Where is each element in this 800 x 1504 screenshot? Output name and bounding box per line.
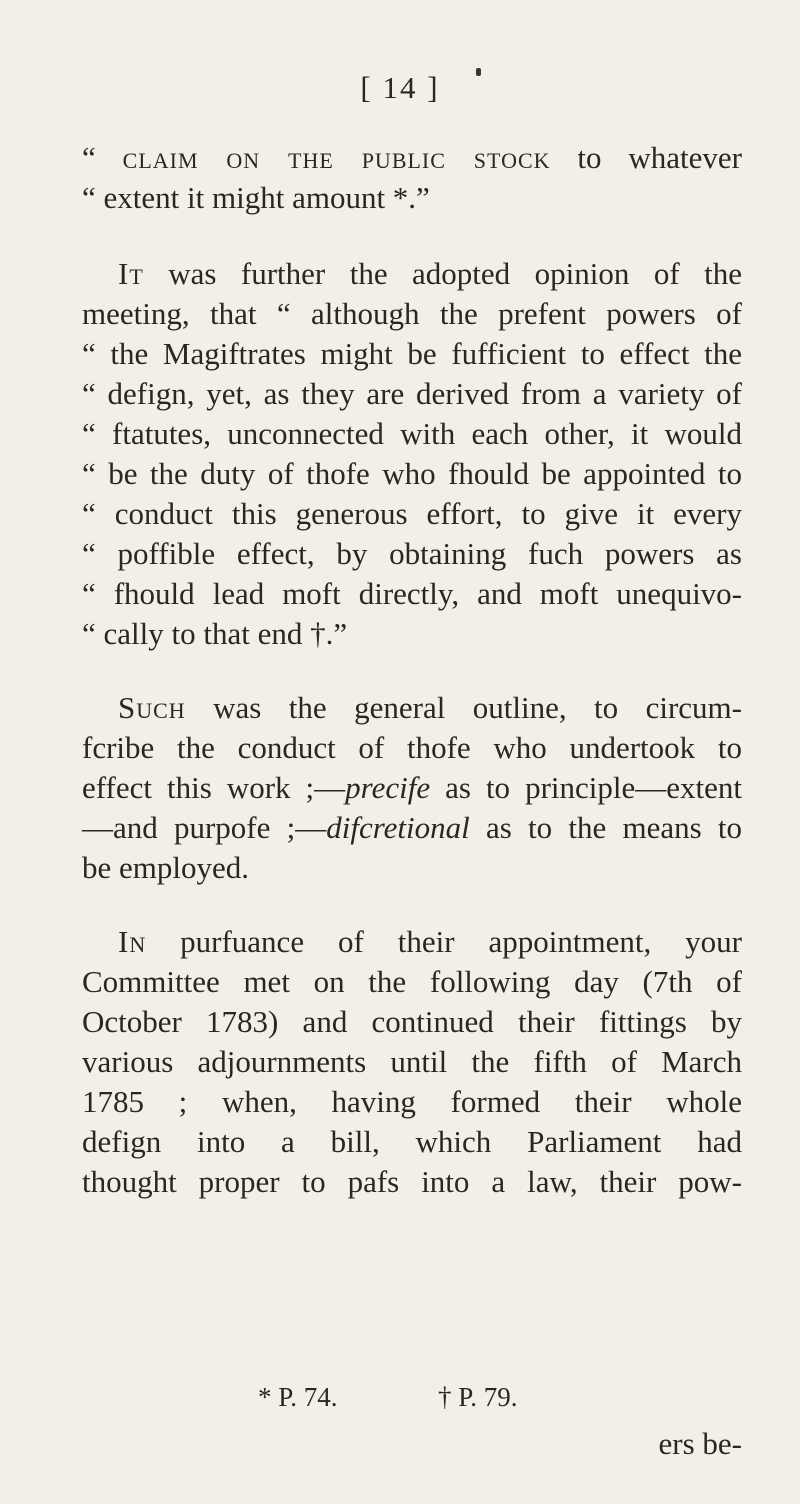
text-line-12: “ cally to that end †.”	[82, 616, 348, 651]
text-line-5: “ the Magiftrates might be fufficient to effect the	[82, 336, 742, 371]
text-line-8: “ be the duty of thofe who fhould be appointed to	[82, 456, 742, 491]
text-line-23: defign into a bill, which Parliament had	[82, 1124, 742, 1159]
text-line-7: “ ftatutes, unconnected with each other, it would	[82, 416, 742, 451]
text-line-18: In purfuance of their appointment, your	[118, 924, 742, 959]
catchword: ers be-	[658, 1426, 742, 1461]
text-line-13: Such was the general outline, to circum-	[118, 690, 742, 725]
text-line-21: various adjournments until the fifth of March	[82, 1044, 742, 1079]
text-line-6: “ defign, yet, as they are derived from a variety of	[82, 376, 742, 411]
text-line-15: effect this work ;—precife as to principle—extent	[82, 770, 742, 805]
text-line-22: 1785 ; when, having formed their whole	[82, 1084, 742, 1119]
text-line-3: It was further the adopted opinion of the	[118, 256, 742, 291]
text-line-1: “ claim on the public stock to whatever	[82, 140, 742, 175]
text-line-10: “ poffible effect, by obtaining fuch powers as	[82, 536, 742, 571]
text-line-2: “ extent it might amount *.”	[82, 180, 430, 215]
text-line-14: fcribe the conduct of thofe who undertook to	[82, 730, 742, 765]
text-line-17: be employed.	[82, 850, 250, 885]
text-line-20: October 1783) and continued their fittings by	[82, 1004, 742, 1039]
footnote-2: † P. 79.	[438, 1382, 518, 1412]
text-line-19: Committee met on the following day (7th of	[82, 964, 742, 999]
text-line-9: “ conduct this generous effort, to give it every	[82, 496, 742, 531]
text-line-24: thought proper to pafs into a law, their pow-	[82, 1164, 742, 1199]
text-line-11: “ fhould lead moft directly, and moft unequivo-	[82, 576, 742, 611]
text-line-16: —and purpofe ;—difcretional as to the means to	[82, 810, 742, 845]
text-line-4: meeting, that “ although the prefent powers of	[82, 296, 742, 331]
page-number-header: [ 14 ]	[360, 70, 440, 105]
footnote-1: * P. 74.	[258, 1382, 338, 1412]
